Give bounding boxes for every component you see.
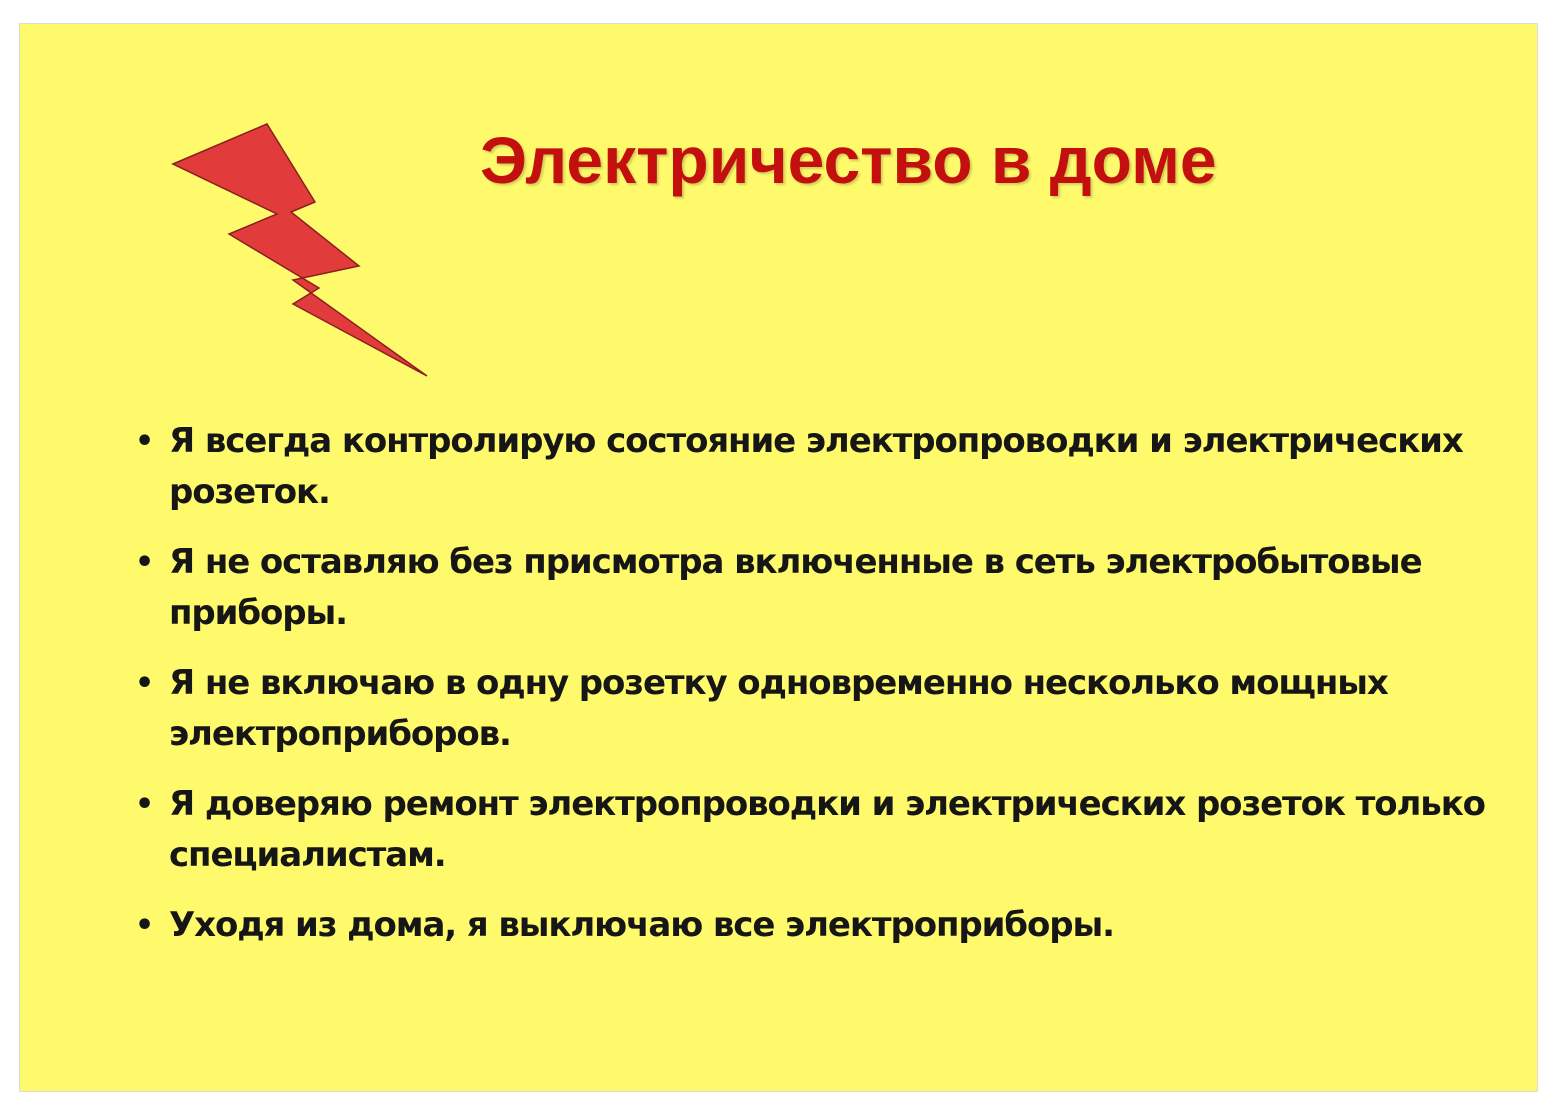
slide [19, 23, 1538, 1092]
list-item [135, 658, 1530, 760]
bullet-icon: • [135, 545, 154, 580]
bullet-icon: • [135, 666, 154, 701]
list-item [135, 416, 1530, 518]
rules-list [135, 416, 1530, 970]
rule-text: Я не оставляю без присмотра включенные в сеть электробытовые приборы. [169, 542, 1422, 633]
list-item [135, 779, 1530, 881]
list-item [135, 537, 1530, 639]
bullet-icon: • [135, 908, 154, 943]
bullet-icon: • [135, 424, 154, 459]
rule-text: Я всегда контролирую состояние электропроводки и электрических розеток. [169, 421, 1463, 512]
bullet-icon: • [135, 787, 154, 822]
lightning-bolt-icon [165, 114, 435, 384]
rule-text: Я не включаю в одну розетку одновременно несколько мощных электроприборов. [169, 663, 1388, 754]
slide-title: Электричество в доме [480, 123, 1217, 197]
list-item [135, 900, 1530, 951]
rule-text: Я доверяю ремонт электропроводки и электрических розеток только специалистам. [169, 784, 1485, 875]
rule-text: Уходя из дома, я выключаю все электроприборы. [169, 905, 1114, 945]
